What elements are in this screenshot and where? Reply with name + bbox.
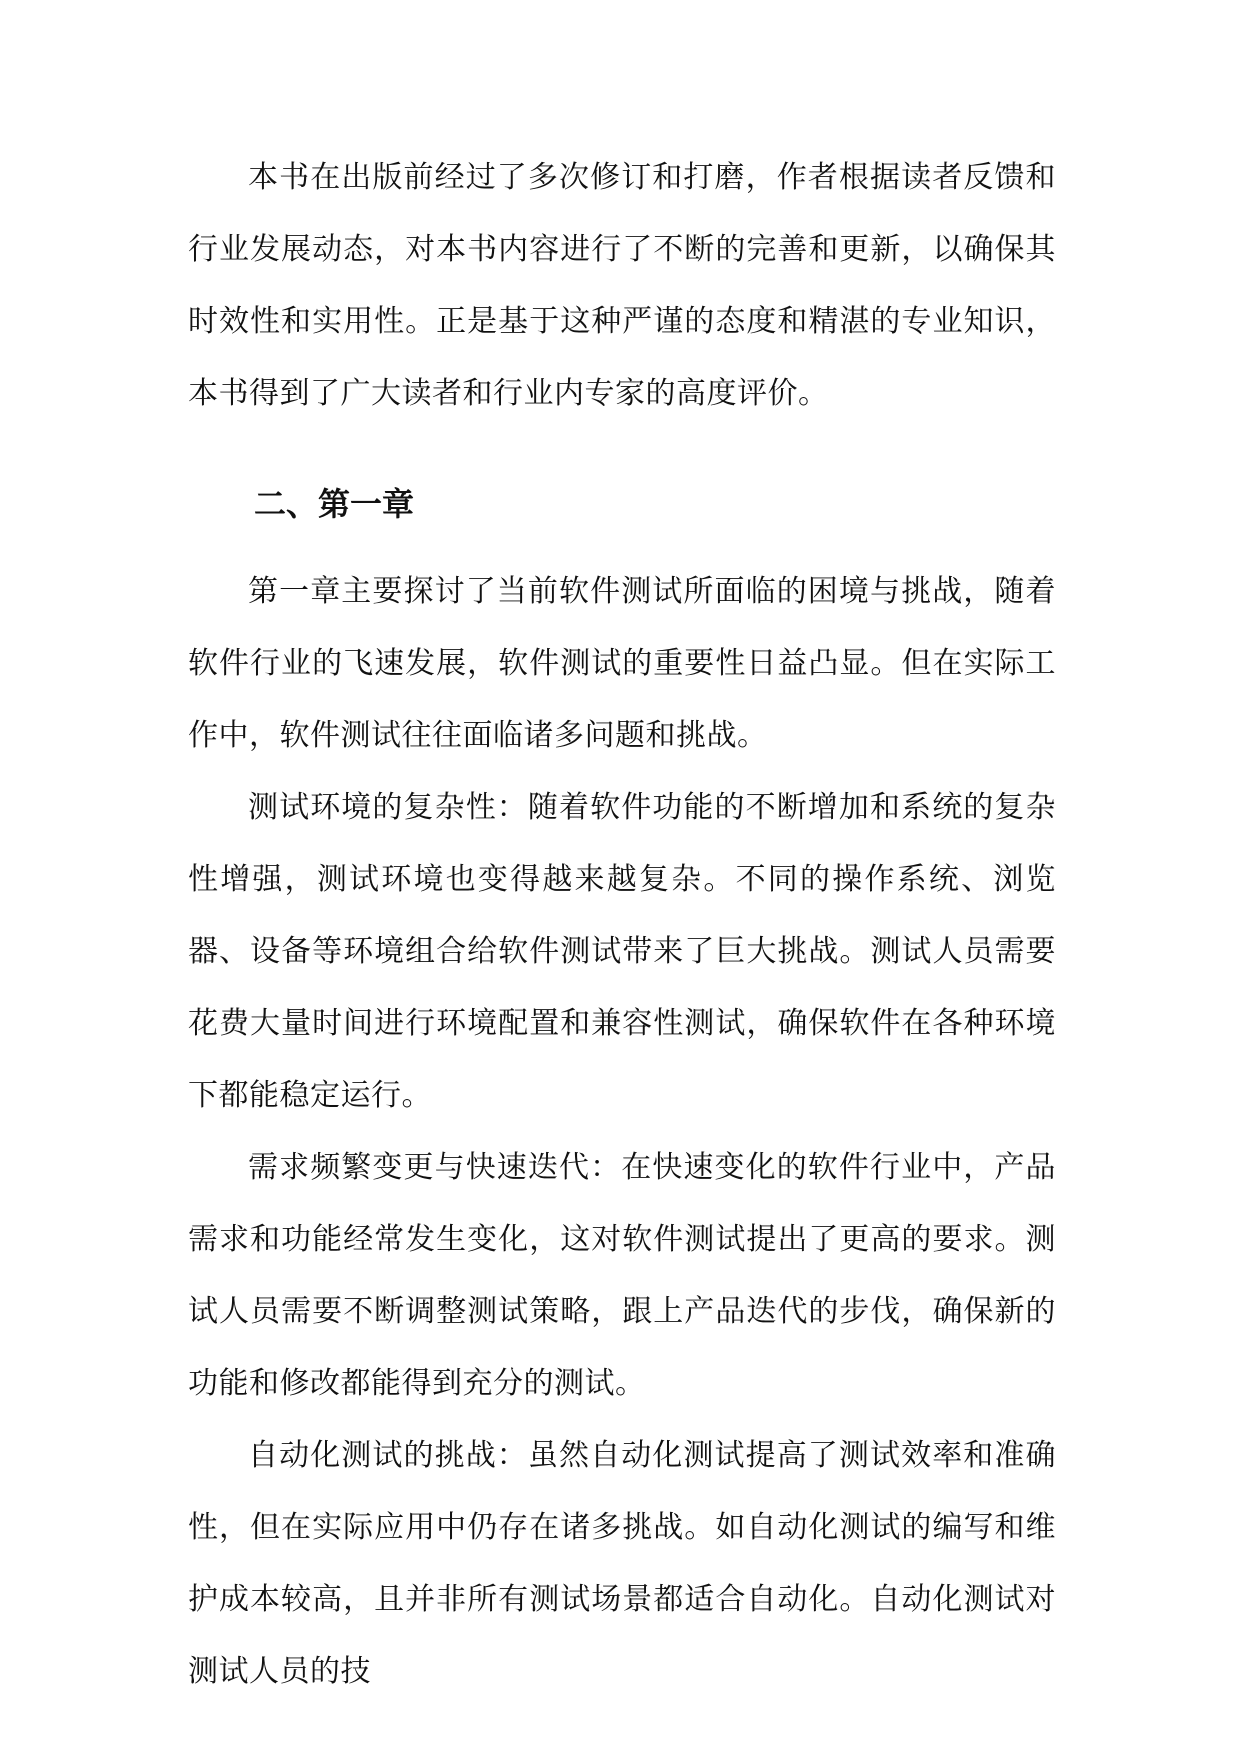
page-content [188,142,1056,1708]
paragraph-automation-challenges: 自动化测试的挑战：虽然自动化测试提高了测试效率和准确性，但在实际应用中仍存在诸多挑战。如自动化测试的编写和维护成本较高，且并非所有测试场景都适合自动化。自动化测试对测试人员的技 [188,1438,1056,1689]
paragraph-chapter-intro: 第一章主要探讨了当前软件测试所面临的困境与挑战，随着软件行业的飞速发展，软件测试的重要性日益凸显。但在实际工作中，软件测试往往面临诸多问题和挑战。 [188,574,1056,753]
spacer [188,430,1056,484]
paragraph-requirement-changes: 需求频繁变更与快速迭代：在快速变化的软件行业中，产品需求和功能经常发生变化，这对软件测试提出了更高的要求。测试人员需要不断调整测试策略，跟上产品迭代的步伐，确保新的功能和修改都能得到充分的测试。 [188,1150,1056,1401]
paragraph-test-environment: 测试环境的复杂性：随着软件功能的不断增加和系统的复杂性增强，测试环境也变得越来越复杂。不同的操作系统、浏览器、设备等环境组合给软件测试带来了巨大挑战。测试人员需要花费大量时间进行环境配置和兼容性测试，确保软件在各种环境下都能稳定运行。 [188,790,1056,1113]
paragraph-book-revision: 本书在出版前经过了多次修订和打磨，作者根据读者反馈和行业发展动态，对本书内容进行了不断的完善和更新，以确保其时效性和实用性。正是基于这种严谨的态度和精湛的专业知识，本书得到了广大读者和行业内专家的高度评价。 [188,160,1056,411]
section-heading: 二、第一章 [254,485,415,523]
spacer [188,524,1056,556]
